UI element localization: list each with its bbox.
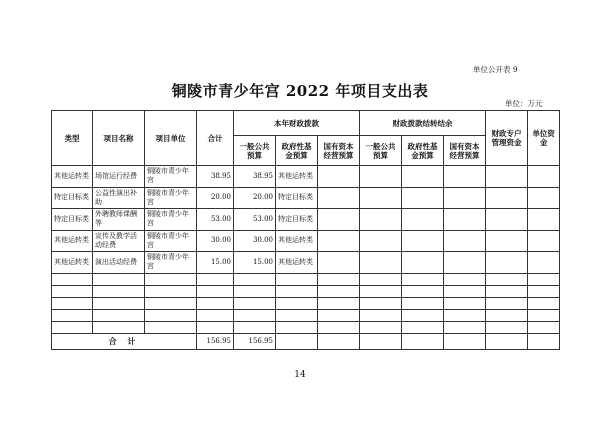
cell-empty xyxy=(486,209,528,231)
cell-empty xyxy=(318,187,360,209)
cell-empty xyxy=(486,230,528,252)
cell-general: 38.95 xyxy=(234,166,276,188)
cell-project-unit: 铜陵市青少年宫 xyxy=(145,166,197,188)
cell-general: 20.00 xyxy=(234,187,276,209)
header-state-capital: 国有资本经营预算 xyxy=(318,136,360,166)
empty-row xyxy=(52,285,560,297)
cell-empty xyxy=(402,209,444,231)
cell-type: 其他运转类 xyxy=(52,230,93,252)
cell-gov-fund: 其他运转类 xyxy=(276,166,318,188)
header-type: 类型 xyxy=(52,111,93,166)
cell-type: 特定目标类 xyxy=(52,187,93,209)
total-general: 156.95 xyxy=(234,333,276,349)
cell-general: 15.00 xyxy=(234,252,276,274)
cell-type: 特定目标类 xyxy=(52,209,93,231)
cell-total: 53.00 xyxy=(197,209,234,231)
expenditure-table xyxy=(51,110,560,350)
cell-project-unit: 铜陵市青少年宫 xyxy=(145,252,197,274)
cell-empty xyxy=(318,230,360,252)
header-gov-fund: 政府性基金预算 xyxy=(276,136,318,166)
cell-project-name: 公益性演出补助 xyxy=(93,187,145,209)
cell-empty xyxy=(444,252,486,274)
header-carryover: 财政拨款结转结余 xyxy=(360,111,486,136)
table-row xyxy=(52,209,560,231)
cell-empty xyxy=(318,166,360,188)
header-project-unit: 项目单位 xyxy=(145,111,197,166)
cell-empty xyxy=(360,230,402,252)
cell-gov-fund: 其他运转类 xyxy=(276,252,318,274)
cell-total: 15.00 xyxy=(197,252,234,274)
empty-row xyxy=(52,321,560,333)
cell-general: 30.00 xyxy=(234,230,276,252)
cell-empty xyxy=(402,166,444,188)
header-project-name: 项目名称 xyxy=(93,111,145,166)
header-special-fund: 财政专户管理资金 xyxy=(486,111,528,166)
cell-type: 其他运转类 xyxy=(52,252,93,274)
cell-empty xyxy=(360,187,402,209)
header-unit-fund: 单位资金 xyxy=(528,111,560,166)
cell-project-name: 宣传及教学活动经费 xyxy=(93,230,145,252)
header-carry-state-capital: 国有资本经营预算 xyxy=(444,136,486,166)
cell-empty xyxy=(528,187,560,209)
cell-empty xyxy=(402,252,444,274)
table-row xyxy=(52,230,560,252)
total-label: 合 计 xyxy=(52,333,197,349)
cell-empty xyxy=(360,209,402,231)
form-number: 单位公开表 9 xyxy=(473,65,518,74)
cell-empty xyxy=(444,209,486,231)
unit-label: 单位：万元 xyxy=(505,99,543,108)
total-row xyxy=(52,333,560,349)
cell-empty xyxy=(360,252,402,274)
header-general: 一般公共预算 xyxy=(234,136,276,166)
cell-empty xyxy=(444,166,486,188)
table-row xyxy=(52,252,560,274)
page-title: 铜陵市青少年宫 2022 年项目支出表 xyxy=(171,82,429,100)
page-number: 14 xyxy=(294,370,306,380)
cell-project-name: 外聘教师课酬等 xyxy=(93,209,145,231)
header-carry-general: 一般公共预算 xyxy=(360,136,402,166)
cell-total: 30.00 xyxy=(197,230,234,252)
cell-empty xyxy=(528,252,560,274)
cell-empty xyxy=(486,252,528,274)
cell-total: 38.95 xyxy=(197,166,234,188)
cell-empty xyxy=(318,209,360,231)
cell-gov-fund: 其他运转类 xyxy=(276,230,318,252)
cell-empty xyxy=(402,230,444,252)
total-sum: 156.95 xyxy=(197,333,234,349)
header-carry-gov-fund: 政府性基金预算 xyxy=(402,136,444,166)
cell-empty xyxy=(528,230,560,252)
cell-empty xyxy=(360,166,402,188)
cell-empty xyxy=(444,230,486,252)
cell-project-unit: 铜陵市青少年宫 xyxy=(145,209,197,231)
cell-gov-fund: 特定目标类 xyxy=(276,209,318,231)
empty-row xyxy=(52,273,560,285)
empty-row xyxy=(52,297,560,309)
cell-project-unit: 铜陵市青少年宫 xyxy=(145,187,197,209)
cell-empty xyxy=(528,166,560,188)
cell-total: 20.00 xyxy=(197,187,234,209)
cell-empty xyxy=(486,187,528,209)
cell-empty xyxy=(528,209,560,231)
cell-empty xyxy=(444,187,486,209)
header-row-1 xyxy=(52,111,560,136)
empty-row xyxy=(52,309,560,321)
cell-project-name: 场馆运行经费 xyxy=(93,166,145,188)
cell-empty xyxy=(402,187,444,209)
cell-empty xyxy=(318,252,360,274)
cell-general: 53.00 xyxy=(234,209,276,231)
cell-gov-fund: 特定目标类 xyxy=(276,187,318,209)
header-current-year: 本年财政拨款 xyxy=(234,111,360,136)
header-total: 合计 xyxy=(197,111,234,166)
cell-empty xyxy=(486,166,528,188)
cell-type: 其他运转类 xyxy=(52,166,93,188)
cell-project-unit: 铜陵市青少年宫 xyxy=(145,230,197,252)
cell-project-name: 演出活动经费 xyxy=(93,252,145,274)
table-row xyxy=(52,166,560,188)
table-row xyxy=(52,187,560,209)
